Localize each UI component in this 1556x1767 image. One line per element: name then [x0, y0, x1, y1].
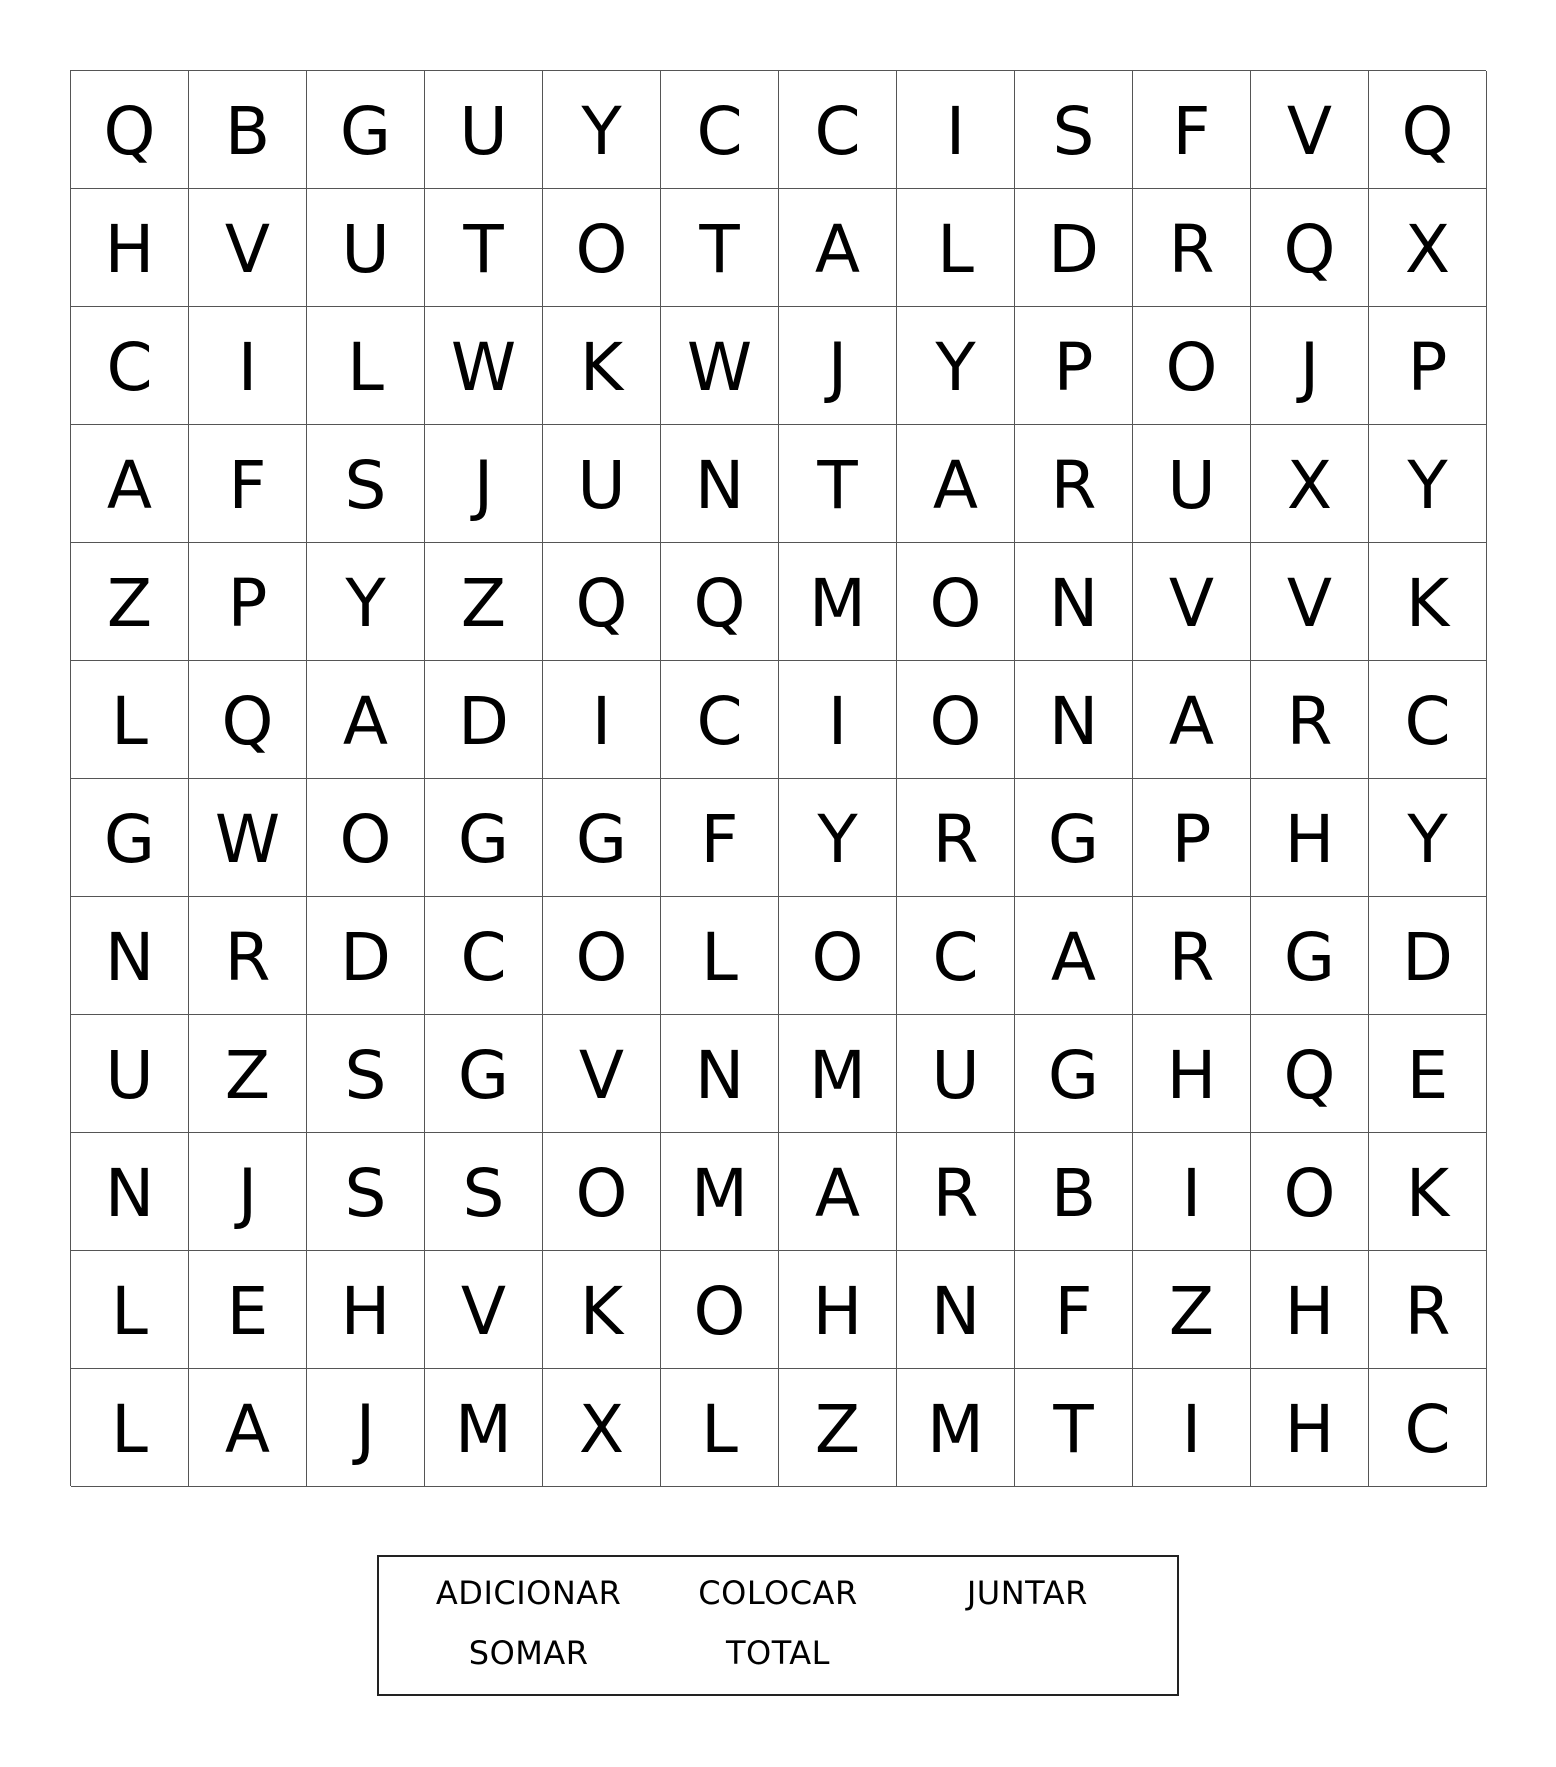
grid-cell[interactable]: D: [307, 897, 425, 1015]
grid-cell[interactable]: Z: [71, 543, 189, 661]
grid-cell[interactable]: C: [661, 661, 779, 779]
word-item: TOTAL: [725, 1634, 830, 1672]
grid-cell[interactable]: G: [1015, 779, 1133, 897]
grid-cell[interactable]: F: [1015, 1251, 1133, 1369]
grid-cell[interactable]: A: [189, 1369, 307, 1487]
word-item: SOMAR: [468, 1634, 589, 1672]
word-search-grid: [70, 70, 1486, 1486]
grid-cell[interactable]: N: [71, 897, 189, 1015]
grid-cell[interactable]: V: [1251, 543, 1369, 661]
grid-cell[interactable]: H: [307, 1251, 425, 1369]
grid-cell[interactable]: R: [1133, 189, 1251, 307]
grid-cell[interactable]: C: [1369, 661, 1487, 779]
grid-cell[interactable]: C: [779, 71, 897, 189]
grid-cell[interactable]: Z: [425, 543, 543, 661]
grid-cell[interactable]: D: [1369, 897, 1487, 1015]
grid-cell[interactable]: Q: [1251, 1015, 1369, 1133]
grid-cell[interactable]: Q: [1369, 71, 1487, 189]
grid-cell[interactable]: Q: [1251, 189, 1369, 307]
grid-cell[interactable]: L: [71, 1369, 189, 1487]
grid-cell[interactable]: P: [189, 543, 307, 661]
word-item: COLOCAR: [698, 1574, 858, 1612]
grid-cell[interactable]: C: [1369, 1369, 1487, 1487]
grid-cell[interactable]: G: [543, 779, 661, 897]
grid-cell[interactable]: S: [1015, 71, 1133, 189]
grid-cell[interactable]: R: [897, 1133, 1015, 1251]
grid-cell[interactable]: R: [189, 897, 307, 1015]
grid-cell[interactable]: G: [71, 779, 189, 897]
grid-cell[interactable]: N: [1015, 661, 1133, 779]
grid-cell[interactable]: Q: [543, 543, 661, 661]
grid-cell[interactable]: N: [1015, 543, 1133, 661]
grid-cell[interactable]: D: [1015, 189, 1133, 307]
grid-cell[interactable]: M: [779, 543, 897, 661]
grid-cell[interactable]: T: [425, 189, 543, 307]
grid-cell[interactable]: O: [307, 779, 425, 897]
grid-cell[interactable]: X: [543, 1369, 661, 1487]
grid-cell[interactable]: O: [897, 543, 1015, 661]
grid-cell[interactable]: P: [1133, 779, 1251, 897]
grid-cell[interactable]: E: [1369, 1015, 1487, 1133]
grid-cell[interactable]: P: [1015, 307, 1133, 425]
grid-cell[interactable]: Y: [1369, 779, 1487, 897]
grid-cell[interactable]: T: [661, 189, 779, 307]
grid-cell[interactable]: A: [779, 189, 897, 307]
grid-cell[interactable]: J: [307, 1369, 425, 1487]
grid-cell[interactable]: A: [1133, 661, 1251, 779]
grid-cell[interactable]: N: [71, 1133, 189, 1251]
grid-cell[interactable]: O: [661, 1251, 779, 1369]
grid-cell[interactable]: J: [189, 1133, 307, 1251]
grid-cell[interactable]: C: [897, 897, 1015, 1015]
grid-cell[interactable]: S: [425, 1133, 543, 1251]
grid-cell[interactable]: U: [425, 71, 543, 189]
grid-cell[interactable]: J: [779, 307, 897, 425]
grid-cell[interactable]: O: [1251, 1133, 1369, 1251]
grid-cell[interactable]: I: [897, 71, 1015, 189]
grid-cell[interactable]: C: [71, 307, 189, 425]
grid-cell[interactable]: Y: [1369, 425, 1487, 543]
grid-cell[interactable]: H: [1251, 779, 1369, 897]
grid-cell[interactable]: K: [543, 1251, 661, 1369]
grid-cell[interactable]: V: [1251, 71, 1369, 189]
word-list: [377, 1555, 1179, 1696]
grid-cell[interactable]: B: [1015, 1133, 1133, 1251]
grid-cell[interactable]: L: [71, 1251, 189, 1369]
grid-cell[interactable]: G: [425, 779, 543, 897]
grid-cell[interactable]: I: [543, 661, 661, 779]
grid-cell[interactable]: O: [1133, 307, 1251, 425]
grid-cell[interactable]: Y: [307, 543, 425, 661]
grid-cell[interactable]: A: [779, 1133, 897, 1251]
grid-cell[interactable]: H: [1133, 1015, 1251, 1133]
grid-cell[interactable]: H: [1251, 1369, 1369, 1487]
grid-cell[interactable]: N: [897, 1251, 1015, 1369]
grid-cell[interactable]: G: [307, 71, 425, 189]
grid-cell[interactable]: R: [1015, 425, 1133, 543]
word-item: ADICIONAR: [435, 1574, 622, 1612]
grid-cell[interactable]: T: [779, 425, 897, 543]
grid-cell[interactable]: L: [661, 897, 779, 1015]
grid-cell[interactable]: U: [1133, 425, 1251, 543]
grid-cell[interactable]: A: [71, 425, 189, 543]
grid-cell[interactable]: A: [897, 425, 1015, 543]
grid-cell[interactable]: I: [1133, 1369, 1251, 1487]
grid-cell[interactable]: M: [425, 1369, 543, 1487]
grid-cell[interactable]: H: [71, 189, 189, 307]
grid-cell[interactable]: F: [661, 779, 779, 897]
grid-cell[interactable]: Q: [661, 543, 779, 661]
grid-cell[interactable]: M: [897, 1369, 1015, 1487]
grid-cell[interactable]: P: [1369, 307, 1487, 425]
grid-cell[interactable]: D: [425, 661, 543, 779]
grid-cell[interactable]: Y: [543, 71, 661, 189]
grid-cell[interactable]: Z: [779, 1369, 897, 1487]
grid-cell[interactable]: K: [543, 307, 661, 425]
grid-cell[interactable]: W: [189, 779, 307, 897]
grid-cell[interactable]: L: [307, 307, 425, 425]
grid-cell[interactable]: E: [189, 1251, 307, 1369]
word-item: JUNTAR: [966, 1574, 1088, 1612]
grid-cell[interactable]: H: [779, 1251, 897, 1369]
grid-cell[interactable]: C: [661, 71, 779, 189]
grid-cell[interactable]: X: [1251, 425, 1369, 543]
grid-cell[interactable]: G: [425, 1015, 543, 1133]
grid-cell[interactable]: V: [1133, 543, 1251, 661]
grid-cell[interactable]: V: [543, 1015, 661, 1133]
grid-cell[interactable]: L: [897, 189, 1015, 307]
grid-cell[interactable]: S: [307, 1133, 425, 1251]
grid-cell[interactable]: R: [897, 779, 1015, 897]
grid-cell[interactable]: R: [1251, 661, 1369, 779]
grid-cell[interactable]: Z: [1133, 1251, 1251, 1369]
grid-cell[interactable]: Y: [897, 307, 1015, 425]
grid-cell[interactable]: O: [779, 897, 897, 1015]
grid-cell[interactable]: U: [71, 1015, 189, 1133]
grid-cell[interactable]: F: [1133, 71, 1251, 189]
grid-cell[interactable]: Z: [189, 1015, 307, 1133]
grid-cell[interactable]: U: [897, 1015, 1015, 1133]
grid-cell[interactable]: J: [1251, 307, 1369, 425]
grid-cell[interactable]: A: [1015, 897, 1133, 1015]
grid-cell[interactable]: K: [1369, 543, 1487, 661]
grid-cell[interactable]: I: [189, 307, 307, 425]
grid-cell[interactable]: U: [543, 425, 661, 543]
grid-cell[interactable]: G: [1251, 897, 1369, 1015]
grid-cell[interactable]: O: [897, 661, 1015, 779]
grid-cell[interactable]: S: [307, 425, 425, 543]
grid-cell[interactable]: O: [543, 189, 661, 307]
grid-cell[interactable]: O: [543, 897, 661, 1015]
grid-cell[interactable]: U: [307, 189, 425, 307]
grid-cell[interactable]: J: [425, 425, 543, 543]
grid-cell[interactable]: C: [425, 897, 543, 1015]
grid-cell[interactable]: N: [661, 1015, 779, 1133]
grid-cell[interactable]: B: [189, 71, 307, 189]
grid-cell[interactable]: Y: [779, 779, 897, 897]
grid-cell[interactable]: W: [661, 307, 779, 425]
grid-cell[interactable]: L: [661, 1369, 779, 1487]
grid-cell[interactable]: A: [307, 661, 425, 779]
grid-cell[interactable]: Q: [189, 661, 307, 779]
grid-cell[interactable]: L: [71, 661, 189, 779]
grid-cell[interactable]: V: [189, 189, 307, 307]
grid-cell[interactable]: X: [1369, 189, 1487, 307]
grid-cell[interactable]: R: [1133, 897, 1251, 1015]
grid-cell[interactable]: Q: [71, 71, 189, 189]
grid-cell[interactable]: H: [1251, 1251, 1369, 1369]
grid-cell[interactable]: I: [779, 661, 897, 779]
grid-cell[interactable]: R: [1369, 1251, 1487, 1369]
grid-cell[interactable]: V: [425, 1251, 543, 1369]
grid-cell[interactable]: I: [1133, 1133, 1251, 1251]
grid-cell[interactable]: K: [1369, 1133, 1487, 1251]
grid-cell[interactable]: G: [1015, 1015, 1133, 1133]
grid-cell[interactable]: T: [1015, 1369, 1133, 1487]
grid-cell[interactable]: F: [189, 425, 307, 543]
grid-cell[interactable]: O: [543, 1133, 661, 1251]
grid-cell[interactable]: W: [425, 307, 543, 425]
grid-cell[interactable]: M: [779, 1015, 897, 1133]
grid-cell[interactable]: S: [307, 1015, 425, 1133]
grid-cell[interactable]: N: [661, 425, 779, 543]
grid-cell[interactable]: M: [661, 1133, 779, 1251]
